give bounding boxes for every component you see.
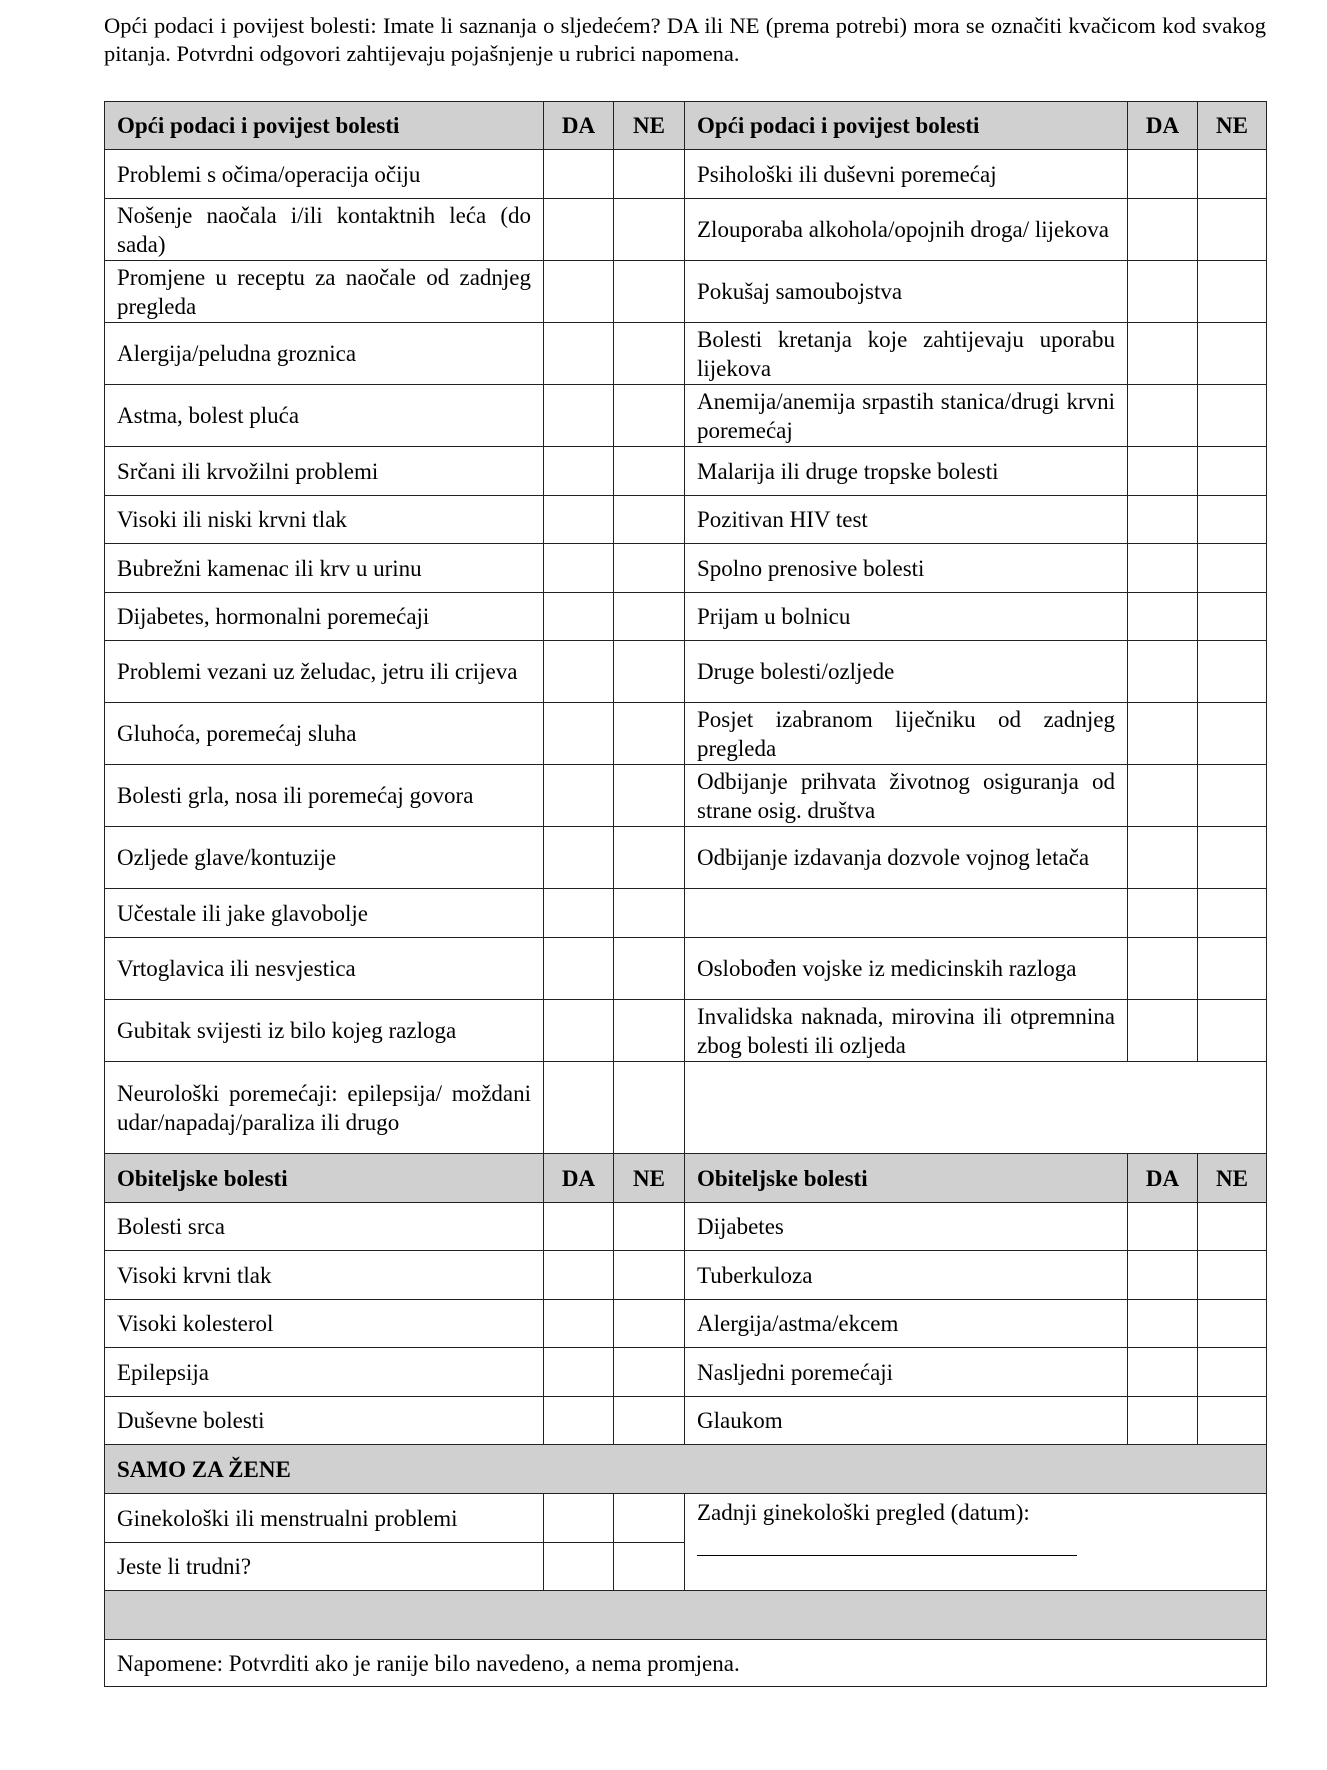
ne-checkbox[interactable] xyxy=(1198,889,1267,938)
last-exam-label: Zadnji ginekološki pregled (datum): xyxy=(697,1500,1030,1525)
question-right: Zlouporaba alkohola/opojnih droga/ lijekova xyxy=(685,199,1128,261)
table-row xyxy=(105,593,1267,641)
question-left: Učestale ili jake glavobolje xyxy=(105,889,544,938)
question-left: Bolesti srca xyxy=(105,1203,544,1251)
table-row xyxy=(105,1348,1267,1397)
ne-checkbox[interactable] xyxy=(614,827,685,889)
question-left: Problemi s očima/operacija očiju xyxy=(105,150,544,199)
ne-checkbox[interactable] xyxy=(614,323,685,385)
da-header: DA xyxy=(1128,102,1198,150)
last-exam-date-cell[interactable] xyxy=(685,1494,1267,1591)
da-checkbox[interactable] xyxy=(544,641,614,703)
ne-checkbox[interactable] xyxy=(1198,641,1267,703)
da-checkbox[interactable] xyxy=(1128,641,1198,703)
ne-checkbox[interactable] xyxy=(614,1543,685,1591)
question-left: Dijabetes, hormonalni poremećaji xyxy=(105,593,544,641)
question-left: Nošenje naočala i/ili kontaktnih leća (do sada) xyxy=(105,199,544,261)
ne-header: NE xyxy=(614,1154,685,1203)
family-header-row xyxy=(105,1154,1267,1203)
da-checkbox[interactable] xyxy=(544,1062,614,1154)
gray-spacer-row xyxy=(105,1591,1267,1640)
ne-checkbox[interactable] xyxy=(614,1062,685,1154)
ne-checkbox[interactable] xyxy=(1198,938,1267,1000)
question-left: Epilepsija xyxy=(105,1348,544,1397)
ne-checkbox[interactable] xyxy=(1198,385,1267,447)
question-right: Odbijanje izdavanja dozvole vojnog letača xyxy=(685,827,1128,889)
ne-checkbox[interactable] xyxy=(614,199,685,261)
instructions-text: Opći podaci i povijest bolesti: Imate li saznanja o sljedećem? DA ili NE (prema potrebi) mora se označiti kvačicom kod svakog pitanja. Potvrdni odgovori zahtijevaju pojašnjenje u rubrici napomena. xyxy=(104,13,1266,66)
table-row xyxy=(105,385,1267,447)
ne-checkbox[interactable] xyxy=(614,765,685,827)
da-checkbox[interactable] xyxy=(544,199,614,261)
table-row xyxy=(105,1300,1267,1348)
ne-checkbox[interactable] xyxy=(614,385,685,447)
da-checkbox[interactable] xyxy=(1128,385,1198,447)
general-header-row xyxy=(105,102,1267,150)
question-left: Gluhoća, poremećaj sluha xyxy=(105,703,544,765)
da-checkbox[interactable] xyxy=(1128,1397,1198,1445)
section-header-left: Opći podaci i povijest bolesti xyxy=(105,102,544,150)
ne-checkbox[interactable] xyxy=(614,150,685,199)
ne-header: NE xyxy=(1198,102,1267,150)
ne-header: NE xyxy=(1198,1154,1267,1203)
table-row xyxy=(105,261,1267,323)
table-row xyxy=(105,938,1267,1000)
question-left: Alergija/peludna groznica xyxy=(105,323,544,385)
da-checkbox[interactable] xyxy=(544,447,614,496)
ne-checkbox[interactable] xyxy=(1198,1397,1267,1445)
question-right: Psihološki ili duševni poremećaj xyxy=(685,150,1128,199)
table-row xyxy=(105,496,1267,544)
ne-checkbox[interactable] xyxy=(614,1000,685,1062)
table-row xyxy=(105,199,1267,261)
section-header-right: Obiteljske bolesti xyxy=(685,1154,1128,1203)
table-row xyxy=(105,150,1267,199)
da-checkbox[interactable] xyxy=(1128,199,1198,261)
da-checkbox[interactable] xyxy=(544,1251,614,1300)
da-checkbox[interactable] xyxy=(544,1203,614,1251)
ne-checkbox[interactable] xyxy=(614,1494,685,1543)
da-checkbox[interactable] xyxy=(1128,496,1198,544)
ne-checkbox[interactable] xyxy=(1198,447,1267,496)
da-checkbox[interactable] xyxy=(544,703,614,765)
question-right: Oslobođen vojske iz medicinskih razloga xyxy=(685,938,1128,1000)
question-left: Astma, bolest pluća xyxy=(105,385,544,447)
ne-checkbox[interactable] xyxy=(614,261,685,323)
question-left: Ozljede glave/kontuzije xyxy=(105,827,544,889)
medical-history-form xyxy=(104,101,1267,1687)
table-row xyxy=(105,889,1267,938)
question-right: Dijabetes xyxy=(685,1203,1128,1251)
ne-checkbox[interactable] xyxy=(1198,1251,1267,1300)
ne-checkbox[interactable] xyxy=(614,1348,685,1397)
ne-checkbox[interactable] xyxy=(1198,827,1267,889)
da-checkbox[interactable] xyxy=(1128,150,1198,199)
ne-checkbox[interactable] xyxy=(1198,593,1267,641)
da-checkbox[interactable] xyxy=(1128,703,1198,765)
da-header: DA xyxy=(544,1154,614,1203)
da-checkbox[interactable] xyxy=(1128,765,1198,827)
question-left: Gubitak svijesti iz bilo kojeg razloga xyxy=(105,1000,544,1062)
section-header-right: Opći podaci i povijest bolesti xyxy=(685,102,1128,150)
da-checkbox[interactable] xyxy=(1128,593,1198,641)
da-checkbox[interactable] xyxy=(1128,1300,1198,1348)
ne-checkbox[interactable] xyxy=(1198,1000,1267,1062)
da-checkbox[interactable] xyxy=(1128,1203,1198,1251)
ne-checkbox[interactable] xyxy=(614,938,685,1000)
ne-checkbox[interactable] xyxy=(1198,703,1267,765)
da-checkbox[interactable] xyxy=(1128,544,1198,593)
da-checkbox[interactable] xyxy=(1128,261,1198,323)
question-left: Srčani ili krvožilni problemi xyxy=(105,447,544,496)
da-checkbox[interactable] xyxy=(544,496,614,544)
question-right: Nasljedni poremećaji xyxy=(685,1348,1128,1397)
question-left: Visoki ili niski krvni tlak xyxy=(105,496,544,544)
table-row xyxy=(105,827,1267,889)
da-checkbox[interactable] xyxy=(1128,938,1198,1000)
question-left: Vrtoglavica ili nesvjestica xyxy=(105,938,544,1000)
da-checkbox[interactable] xyxy=(544,261,614,323)
question-left: Visoki krvni tlak xyxy=(105,1251,544,1300)
da-checkbox[interactable] xyxy=(544,1397,614,1445)
ne-checkbox[interactable] xyxy=(1198,496,1267,544)
da-checkbox[interactable] xyxy=(544,323,614,385)
table-row xyxy=(105,544,1267,593)
ne-checkbox[interactable] xyxy=(614,1251,685,1300)
da-checkbox[interactable] xyxy=(1128,447,1198,496)
ne-checkbox[interactable] xyxy=(614,1203,685,1251)
ne-checkbox[interactable] xyxy=(614,447,685,496)
question-right: Tuberkuloza xyxy=(685,1251,1128,1300)
table-row xyxy=(105,323,1267,385)
da-checkbox[interactable] xyxy=(1128,827,1198,889)
ne-checkbox[interactable] xyxy=(1198,150,1267,199)
ne-checkbox[interactable] xyxy=(1198,544,1267,593)
da-checkbox[interactable] xyxy=(544,544,614,593)
question-right: Bolesti kretanja koje zahtijevaju uporabu lijekova xyxy=(685,323,1128,385)
date-input-line[interactable] xyxy=(697,1555,1077,1556)
ne-checkbox[interactable] xyxy=(614,1397,685,1445)
table-row xyxy=(105,447,1267,496)
ne-checkbox[interactable] xyxy=(614,703,685,765)
da-checkbox[interactable] xyxy=(544,1000,614,1062)
da-checkbox[interactable] xyxy=(544,385,614,447)
ne-checkbox[interactable] xyxy=(1198,1300,1267,1348)
empty-cell xyxy=(685,1062,1267,1154)
question-right: Odbijanje prihvata životnog osiguranja od strane osig. društva xyxy=(685,765,1128,827)
da-checkbox[interactable] xyxy=(1128,323,1198,385)
da-checkbox[interactable] xyxy=(1128,1251,1198,1300)
ne-checkbox[interactable] xyxy=(1198,199,1267,261)
ne-checkbox[interactable] xyxy=(614,889,685,938)
question-left: Bolesti grla, nosa ili poremećaj govora xyxy=(105,765,544,827)
da-checkbox[interactable] xyxy=(544,1348,614,1397)
ne-checkbox[interactable] xyxy=(614,641,685,703)
women-section-header: SAMO ZA ŽENE xyxy=(105,1445,1267,1494)
question-right: Invalidska naknada, mirovina ili otpremnina zbog bolesti ili ozljeda xyxy=(685,1000,1128,1062)
ne-checkbox[interactable] xyxy=(1198,1203,1267,1251)
da-checkbox[interactable] xyxy=(544,1494,614,1543)
da-header: DA xyxy=(544,102,614,150)
da-header: DA xyxy=(1128,1154,1198,1203)
table-row xyxy=(105,1494,1267,1543)
ne-checkbox[interactable] xyxy=(614,496,685,544)
question-left: Ginekološki ili menstrualni problemi xyxy=(105,1494,544,1543)
ne-checkbox[interactable] xyxy=(614,1300,685,1348)
da-checkbox[interactable] xyxy=(544,889,614,938)
question-left: Bubrežni kamenac ili krv u urinu xyxy=(105,544,544,593)
table-row xyxy=(105,765,1267,827)
ne-header: NE xyxy=(614,102,685,150)
table-row xyxy=(105,1062,1267,1154)
question-right: Prijam u bolnicu xyxy=(685,593,1128,641)
question-right: Anemija/anemija srpastih stanica/drugi krvni poremećaj xyxy=(685,385,1128,447)
ne-checkbox[interactable] xyxy=(614,544,685,593)
da-checkbox[interactable] xyxy=(1128,1348,1198,1397)
question-right xyxy=(685,889,1128,938)
ne-checkbox[interactable] xyxy=(1198,323,1267,385)
notes-field[interactable]: Napomene: Potvrditi ako je ranije bilo navedeno, a nema promjena. xyxy=(105,1640,1267,1687)
ne-checkbox[interactable] xyxy=(1198,765,1267,827)
da-checkbox[interactable] xyxy=(544,938,614,1000)
ne-checkbox[interactable] xyxy=(614,593,685,641)
da-checkbox[interactable] xyxy=(1128,1000,1198,1062)
question-left: Problemi vezani uz želudac, jetru ili crijeva xyxy=(105,641,544,703)
table-row xyxy=(105,641,1267,703)
section-header-left: Obiteljske bolesti xyxy=(105,1154,544,1203)
da-checkbox[interactable] xyxy=(1128,889,1198,938)
question-right: Pokušaj samoubojstva xyxy=(685,261,1128,323)
ne-checkbox[interactable] xyxy=(1198,1348,1267,1397)
question-left: Jeste li trudni? xyxy=(105,1543,544,1591)
question-left: Visoki kolesterol xyxy=(105,1300,544,1348)
da-checkbox[interactable] xyxy=(544,827,614,889)
table-row xyxy=(105,703,1267,765)
question-right: Glaukom xyxy=(685,1397,1128,1445)
question-right: Druge bolesti/ozljede xyxy=(685,641,1128,703)
question-right: Posjet izabranom liječniku od zadnjeg pregleda xyxy=(685,703,1128,765)
da-checkbox[interactable] xyxy=(544,765,614,827)
da-checkbox[interactable] xyxy=(544,1543,614,1591)
question-left: Promjene u receptu za naočale od zadnjeg pregleda xyxy=(105,261,544,323)
table-row xyxy=(105,1251,1267,1300)
table-row xyxy=(105,1000,1267,1062)
table-row xyxy=(105,1397,1267,1445)
question-left: Neurološki poremećaji: epilepsija/ moždani udar/napadaj/paraliza ili drugo xyxy=(105,1062,544,1154)
question-left: Duševne bolesti xyxy=(105,1397,544,1445)
question-right: Pozitivan HIV test xyxy=(685,496,1128,544)
ne-checkbox[interactable] xyxy=(1198,261,1267,323)
question-right: Alergija/astma/ekcem xyxy=(685,1300,1128,1348)
da-checkbox[interactable] xyxy=(544,150,614,199)
da-checkbox[interactable] xyxy=(544,593,614,641)
question-right: Spolno prenosive bolesti xyxy=(685,544,1128,593)
table-row xyxy=(105,1203,1267,1251)
question-right: Malarija ili druge tropske bolesti xyxy=(685,447,1128,496)
da-checkbox[interactable] xyxy=(544,1300,614,1348)
